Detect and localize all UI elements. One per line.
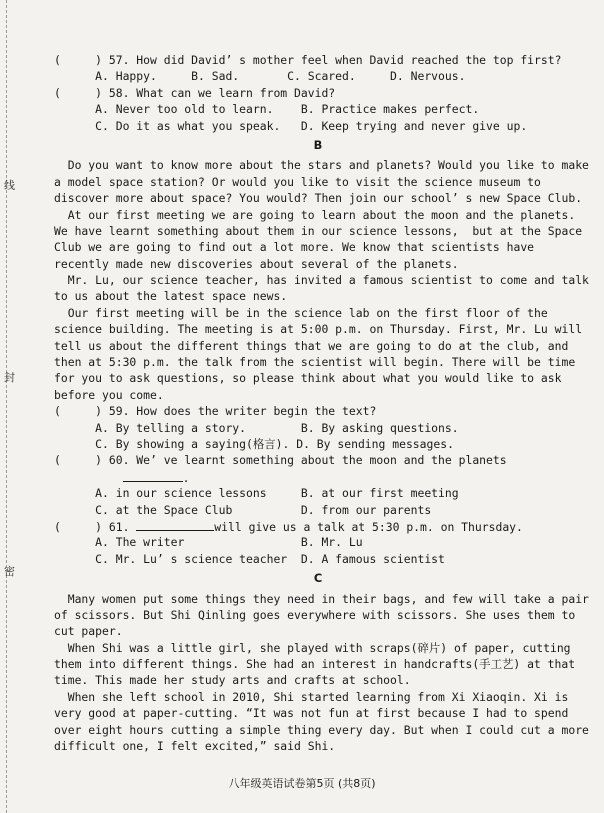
question-60-period: . [182, 470, 190, 485]
question-61-options-1: A. The writer B. Mr. Lu [54, 535, 363, 550]
section-c-passage [54, 591, 589, 755]
passage-line: to us about the latest space news. [54, 289, 288, 304]
question-59-stem: ( ) 59. How does the writer begin the text? [54, 404, 377, 419]
margin-mark-secret: 密 [4, 565, 15, 578]
question-59-options-2: C. By showing a saying(格言). D. By sending messages. [54, 437, 454, 451]
question-60-options-1: A. in our science lessons B. at our first meeting [54, 486, 459, 501]
passage-line: then at 5:30 p.m. the talk from the scientist will begin. There will be time [54, 355, 576, 370]
passage-line: Our first meeting will be in the science lab on the first floor of the [54, 305, 548, 320]
passage-line: very good at paper-cutting. “It was not fun at first because I had to spend [54, 706, 569, 721]
margin-mark-seal: 封 [4, 371, 15, 384]
passage-line: difficult one, I felt excited,” said Shi. [54, 739, 336, 754]
passage-line: cut paper. [54, 624, 123, 639]
passage-line: Do you want to know more about the stars and planets? Would you like to make [54, 158, 589, 173]
passage-line: of scissors. But Shi Qinling goes everywhere with scissors. She uses them to [54, 607, 576, 622]
binding-line [6, 0, 7, 813]
passage-line: When she left school in 2010, Shi started learning from Xi Xiaoqin. Xi is [54, 689, 569, 704]
question-58-options-1: A. Never too old to learn. B. Practice makes perfect. [54, 102, 480, 117]
question-60-options-2: C. at the Space Club D. from our parents [54, 502, 432, 517]
passage-line: recently made new discoveries about several of the planets. [54, 256, 459, 271]
exam-content [54, 52, 589, 754]
margin-mark-line: 线 [4, 179, 15, 192]
question-58-options-2: C. Do it as what you speak. D. Keep trying and never give up. [54, 118, 528, 133]
passage-line: science building. The meeting is at 5:00 p.m. on Thursday. First, Mr. Lu will [54, 322, 583, 337]
section-b-label: B [313, 137, 323, 152]
question-60-stem: ( ) 60. We’ ve learnt something about the moon and the planets [54, 453, 507, 468]
passage-line: We have learnt something about them in our science lessons, but at the Space [54, 223, 583, 238]
passage-line: When Shi was a little girl, she played with scraps(碎片) of paper, cutting [54, 640, 571, 655]
question-61-options-2: C. Mr. Lu’ s science teacher D. A famous scientist [54, 551, 445, 566]
passage-line: before you come. [54, 387, 164, 402]
section-c-label: C [313, 571, 323, 586]
question-61-stem [54, 518, 582, 534]
passage-line: At our first meeting we are going to learn about the moon and the planets. [54, 207, 576, 222]
passage-line: time. This made her study arts and crafts at school. [54, 673, 411, 688]
passage-line: over eight hours cutting a simple thing every day. But when I could cut a more [54, 722, 589, 737]
passage-line: Mr. Lu, our science teacher, has invited a famous scientist to come and talk [54, 273, 589, 288]
passage-line: for you to ask questions, so please think about what you would like to ask [54, 371, 562, 386]
section-b-passage [54, 157, 589, 403]
passage-line: a model space station? Or would you like to visit the science museum to [54, 174, 541, 189]
passage-line: Many women put some things they need in their bags, and few will take a pair [54, 591, 589, 606]
question-61-text: will give us a talk at 5:30 p.m. on Thursday. [214, 519, 523, 534]
passage-line: Club we are going to find out a lot more. We know that scientists have [54, 240, 535, 255]
passage-line: them into different things. She had an interest in handcrafts(手工艺) at that [54, 657, 576, 672]
question-61-number: ( ) 61. [54, 519, 137, 534]
question-57-stem: ( ) 57. How did David’ s mother feel when David reached the top first? [54, 53, 562, 67]
question-59-options-1: A. By telling a story. B. By asking questions. [54, 420, 459, 435]
question-58-stem: ( ) 58. What can we learn from David? [54, 85, 336, 100]
passage-line: tell us about the different things that we are going to do at the club, and [54, 338, 569, 353]
page-footer: 八年级英语试卷第5页 (共8页) [228, 777, 376, 790]
question-57-options: A. Happy. B. Sad. C. Scared. D. Nervous. [54, 69, 466, 84]
answer-blank[interactable] [123, 469, 183, 482]
passage-line: discover more about space? You would? Then join our school’ s new Space Club. [54, 191, 583, 206]
question-60-blank-line [54, 469, 582, 485]
answer-blank[interactable] [136, 518, 214, 531]
